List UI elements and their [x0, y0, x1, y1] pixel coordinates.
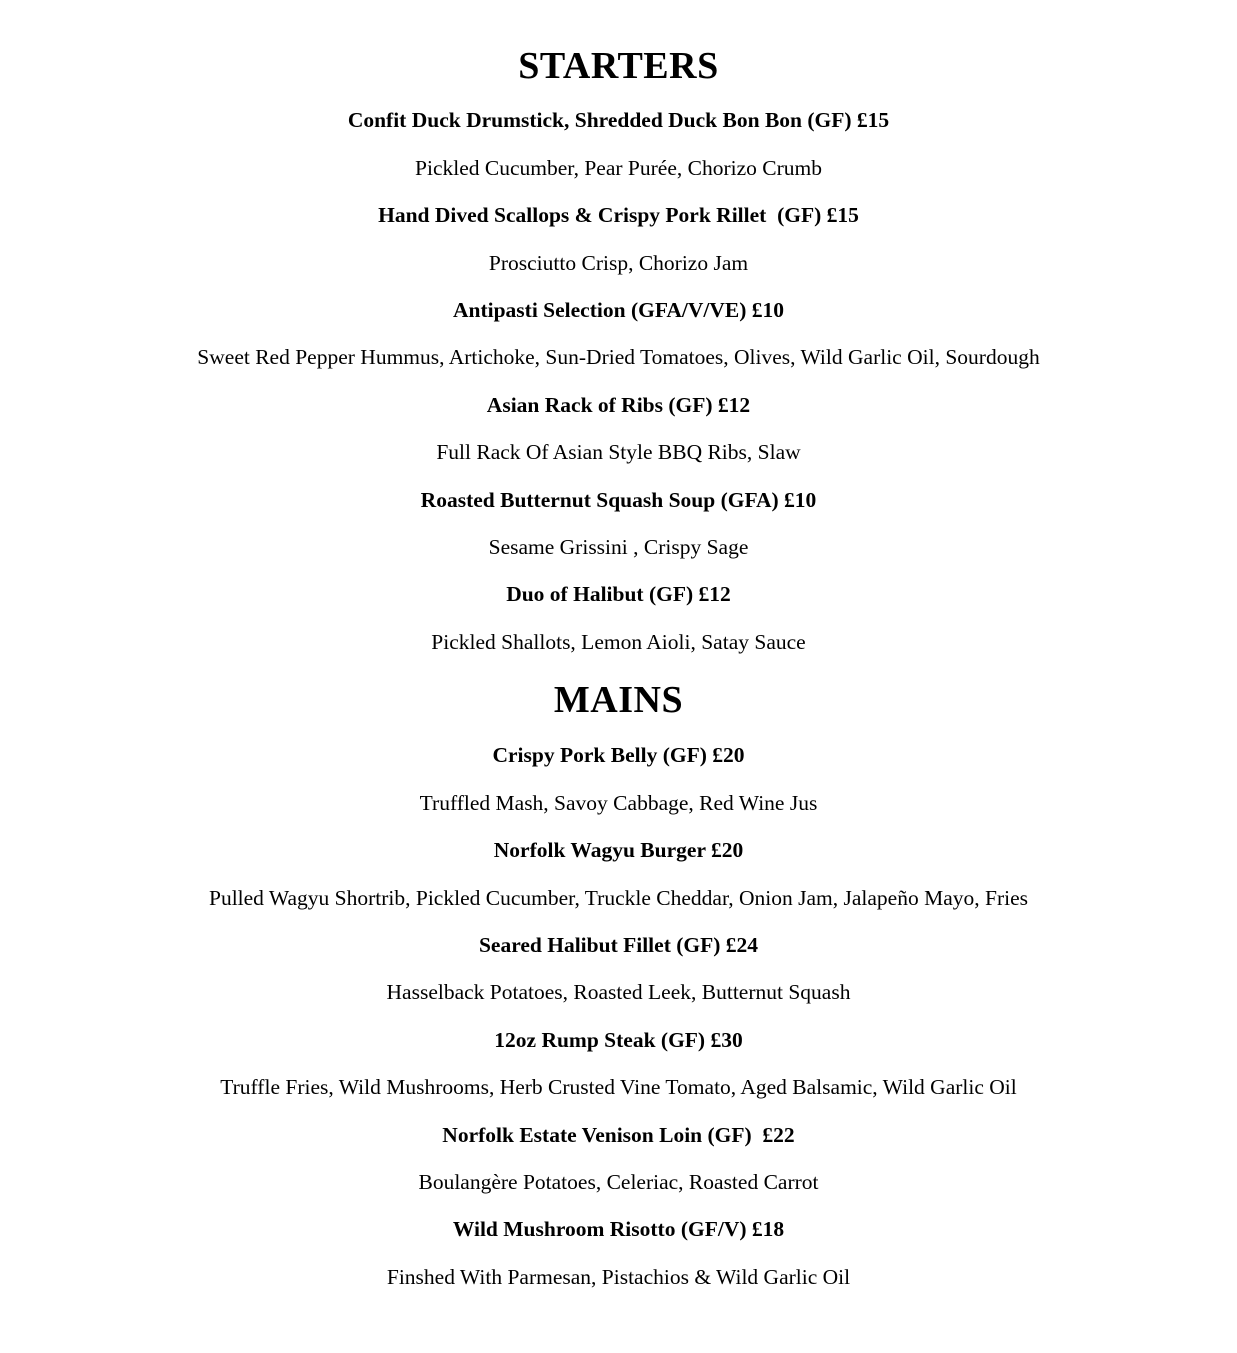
- dish-description: Sesame Grissini , Crispy Sage: [488, 535, 749, 559]
- dish-description: Pickled Shallots, Lemon Aioli, Satay Sauce: [431, 630, 806, 654]
- dish-description: Sweet Red Pepper Hummus, Artichoke, Sun-Dried Tomatoes, Olives, Wild Garlic Oil, Sourdough: [197, 345, 1040, 369]
- dish-name: Norfolk Wagyu Burger £20: [493, 838, 744, 862]
- dish-description: Finshed With Parmesan, Pistachios & Wild Garlic Oil: [386, 1265, 851, 1289]
- dish-description: Hasselback Potatoes, Roasted Leek, Butternut Squash: [386, 980, 851, 1004]
- dish-description: Full Rack Of Asian Style BBQ Ribs, Slaw: [436, 440, 801, 464]
- section-title-starters: STARTERS: [518, 45, 719, 87]
- dish-name: Norfolk Estate Venison Loin (GF) £22: [442, 1123, 795, 1147]
- dish-name: 12oz Rump Steak (GF) £30: [494, 1028, 743, 1052]
- dish-description: Boulangère Potatoes, Celeriac, Roasted Carrot: [418, 1170, 819, 1194]
- dish-description: Pickled Cucumber, Pear Purée, Chorizo Crumb: [415, 156, 822, 180]
- dish-name: Seared Halibut Fillet (GF) £24: [478, 933, 759, 957]
- dish-description: Truffle Fries, Wild Mushrooms, Herb Crusted Vine Tomato, Aged Balsamic, Wild Garlic Oil: [220, 1075, 1017, 1099]
- dish-description: Pulled Wagyu Shortrib, Pickled Cucumber, Truckle Cheddar, Onion Jam, Jalapeño Mayo, Fries: [208, 886, 1029, 910]
- dish-name: Confit Duck Drumstick, Shredded Duck Bon Bon (GF) £15: [347, 108, 890, 132]
- dish-description: Truffled Mash, Savoy Cabbage, Red Wine Jus: [419, 791, 818, 815]
- dish-name: Duo of Halibut (GF) £12: [506, 582, 731, 606]
- dish-name: Hand Dived Scallops & Crispy Pork Rillet (GF) £15: [378, 203, 859, 227]
- dish-name: Wild Mushroom Risotto (GF/V) £18: [452, 1217, 785, 1241]
- dish-description: Prosciutto Crisp, Chorizo Jam: [488, 251, 749, 275]
- section-title-mains: MAINS: [553, 679, 684, 721]
- dish-name: Asian Rack of Ribs (GF) £12: [486, 393, 751, 417]
- dish-name: Crispy Pork Belly (GF) £20: [492, 743, 745, 767]
- dish-name: Antipasti Selection (GFA/V/VE) £10: [452, 298, 785, 322]
- dish-name: Roasted Butternut Squash Soup (GFA) £10: [420, 488, 817, 512]
